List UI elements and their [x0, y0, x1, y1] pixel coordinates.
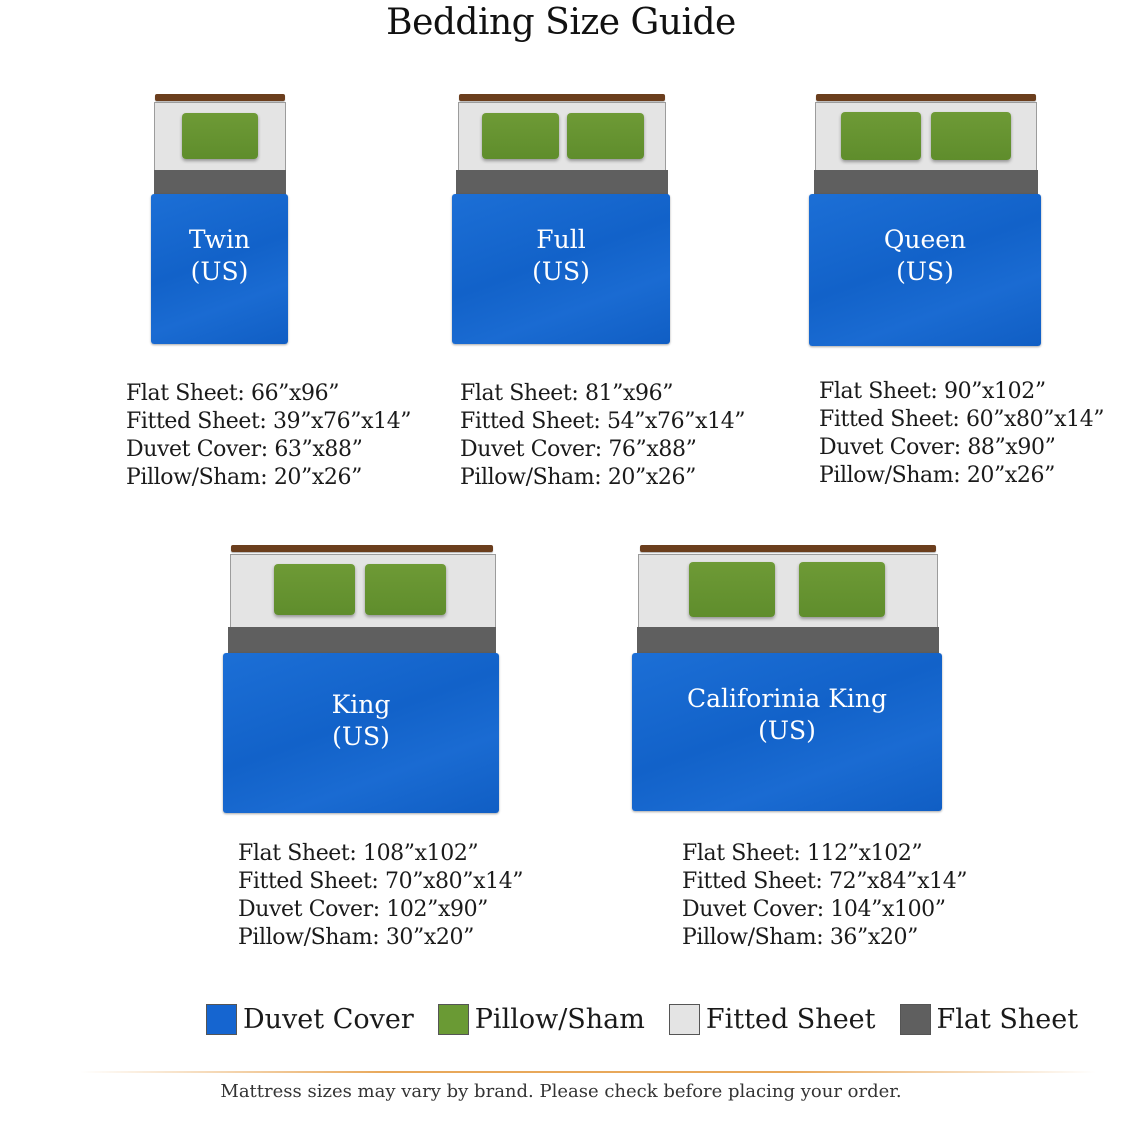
pillow — [799, 562, 885, 617]
duvet-cover-size: Duvet Cover: 102”x90” — [238, 897, 489, 922]
duvet-cover-size: Duvet Cover: 104”x100” — [682, 897, 946, 922]
pillow — [365, 564, 446, 615]
legend-item-flat-sheet — [900, 1004, 1079, 1035]
divider — [80, 1071, 1096, 1073]
flat-sheet-size: Flat Sheet: 108”x102” — [238, 841, 479, 866]
pillow — [482, 113, 559, 159]
duvet-cover — [632, 653, 942, 811]
flat-sheet-size: Flat Sheet: 90”x102” — [819, 379, 1046, 404]
fitted-sheet-size: Fitted Sheet: 39”x76”x14” — [126, 409, 412, 434]
legend-swatch — [206, 1004, 237, 1035]
fitted-sheet-size: Fitted Sheet: 70”x80”x14” — [238, 869, 524, 894]
bed-king — [222, 545, 500, 815]
bed-name: King — [331, 690, 391, 719]
headboard — [816, 94, 1036, 101]
footer-note: Mattress sizes may vary by brand. Please check before placing your order. — [220, 1081, 902, 1102]
duvet-cover-size: Duvet Cover: 63”x88” — [126, 437, 363, 462]
pillow-sham-size: Pillow/Sham: 36”x20” — [682, 925, 918, 950]
pillow — [931, 112, 1011, 160]
pillow — [689, 562, 775, 617]
fitted-sheet — [230, 554, 496, 632]
bed-full — [451, 94, 671, 346]
specs-california-king — [682, 840, 967, 952]
pillow — [274, 564, 355, 615]
specs-twin — [126, 380, 411, 492]
fitted-sheet-size: Fitted Sheet: 72”x84”x14” — [682, 869, 968, 894]
legend-swatch — [669, 1004, 700, 1035]
bed-region: (US) — [190, 257, 249, 286]
legend-label: Flat Sheet — [936, 1003, 1079, 1035]
pillow-sham-size: Pillow/Sham: 20”x26” — [819, 463, 1055, 488]
duvet-cover-size: Duvet Cover: 76”x88” — [460, 437, 697, 462]
legend-item-duvet-cover — [206, 1004, 414, 1035]
legend-swatch — [900, 1004, 931, 1035]
bed-region: (US) — [532, 257, 590, 286]
legend-item-fitted-sheet — [669, 1004, 876, 1035]
bed-region: (US) — [758, 716, 816, 745]
headboard — [231, 545, 493, 552]
duvet-cover-size: Duvet Cover: 88”x90” — [819, 435, 1056, 460]
legend-label: Fitted Sheet — [705, 1003, 876, 1035]
bed-california-king — [631, 545, 943, 815]
fitted-sheet-size: Fitted Sheet: 60”x80”x14” — [819, 407, 1105, 432]
legend-swatch — [438, 1004, 469, 1035]
duvet-cover — [452, 194, 670, 344]
headboard — [640, 545, 936, 552]
specs-queen — [819, 378, 1104, 490]
bed-name: Queen — [883, 225, 967, 254]
pillow — [841, 112, 921, 160]
duvet-cover — [809, 194, 1041, 346]
flat-sheet-size: Flat Sheet: 112”x102” — [682, 841, 923, 866]
fitted-sheet-size: Fitted Sheet: 54”x76”x14” — [460, 409, 746, 434]
bed-name: Twin — [188, 225, 251, 254]
pillow — [567, 113, 644, 159]
specs-king — [238, 840, 523, 952]
bed-name: Califorinia King — [687, 684, 887, 713]
legend — [206, 1003, 1102, 1035]
specs-full — [460, 380, 745, 492]
legend-label: Duvet Cover — [243, 1003, 414, 1035]
duvet-cover — [223, 653, 499, 813]
pillow-sham-size: Pillow/Sham: 20”x26” — [126, 465, 362, 490]
pillow — [182, 113, 258, 159]
legend-item-pillow-sham — [438, 1004, 645, 1035]
bed-queen — [808, 94, 1042, 346]
pillow-sham-size: Pillow/Sham: 20”x26” — [460, 465, 696, 490]
bed-region: (US) — [332, 722, 390, 751]
flat-sheet-size: Flat Sheet: 81”x96” — [460, 381, 674, 406]
flat-sheet-size: Flat Sheet: 66”x96” — [126, 381, 340, 406]
bed-region: (US) — [896, 257, 954, 286]
bed-name: Full — [536, 225, 586, 254]
legend-label: Pillow/Sham — [474, 1003, 645, 1035]
page-title: Bedding Size Guide — [386, 2, 736, 43]
duvet-cover — [151, 194, 288, 344]
fitted-sheet — [638, 554, 938, 632]
headboard — [155, 94, 285, 101]
pillow-sham-size: Pillow/Sham: 30”x20” — [238, 925, 474, 950]
bed-twin — [150, 94, 290, 346]
headboard — [459, 94, 665, 101]
